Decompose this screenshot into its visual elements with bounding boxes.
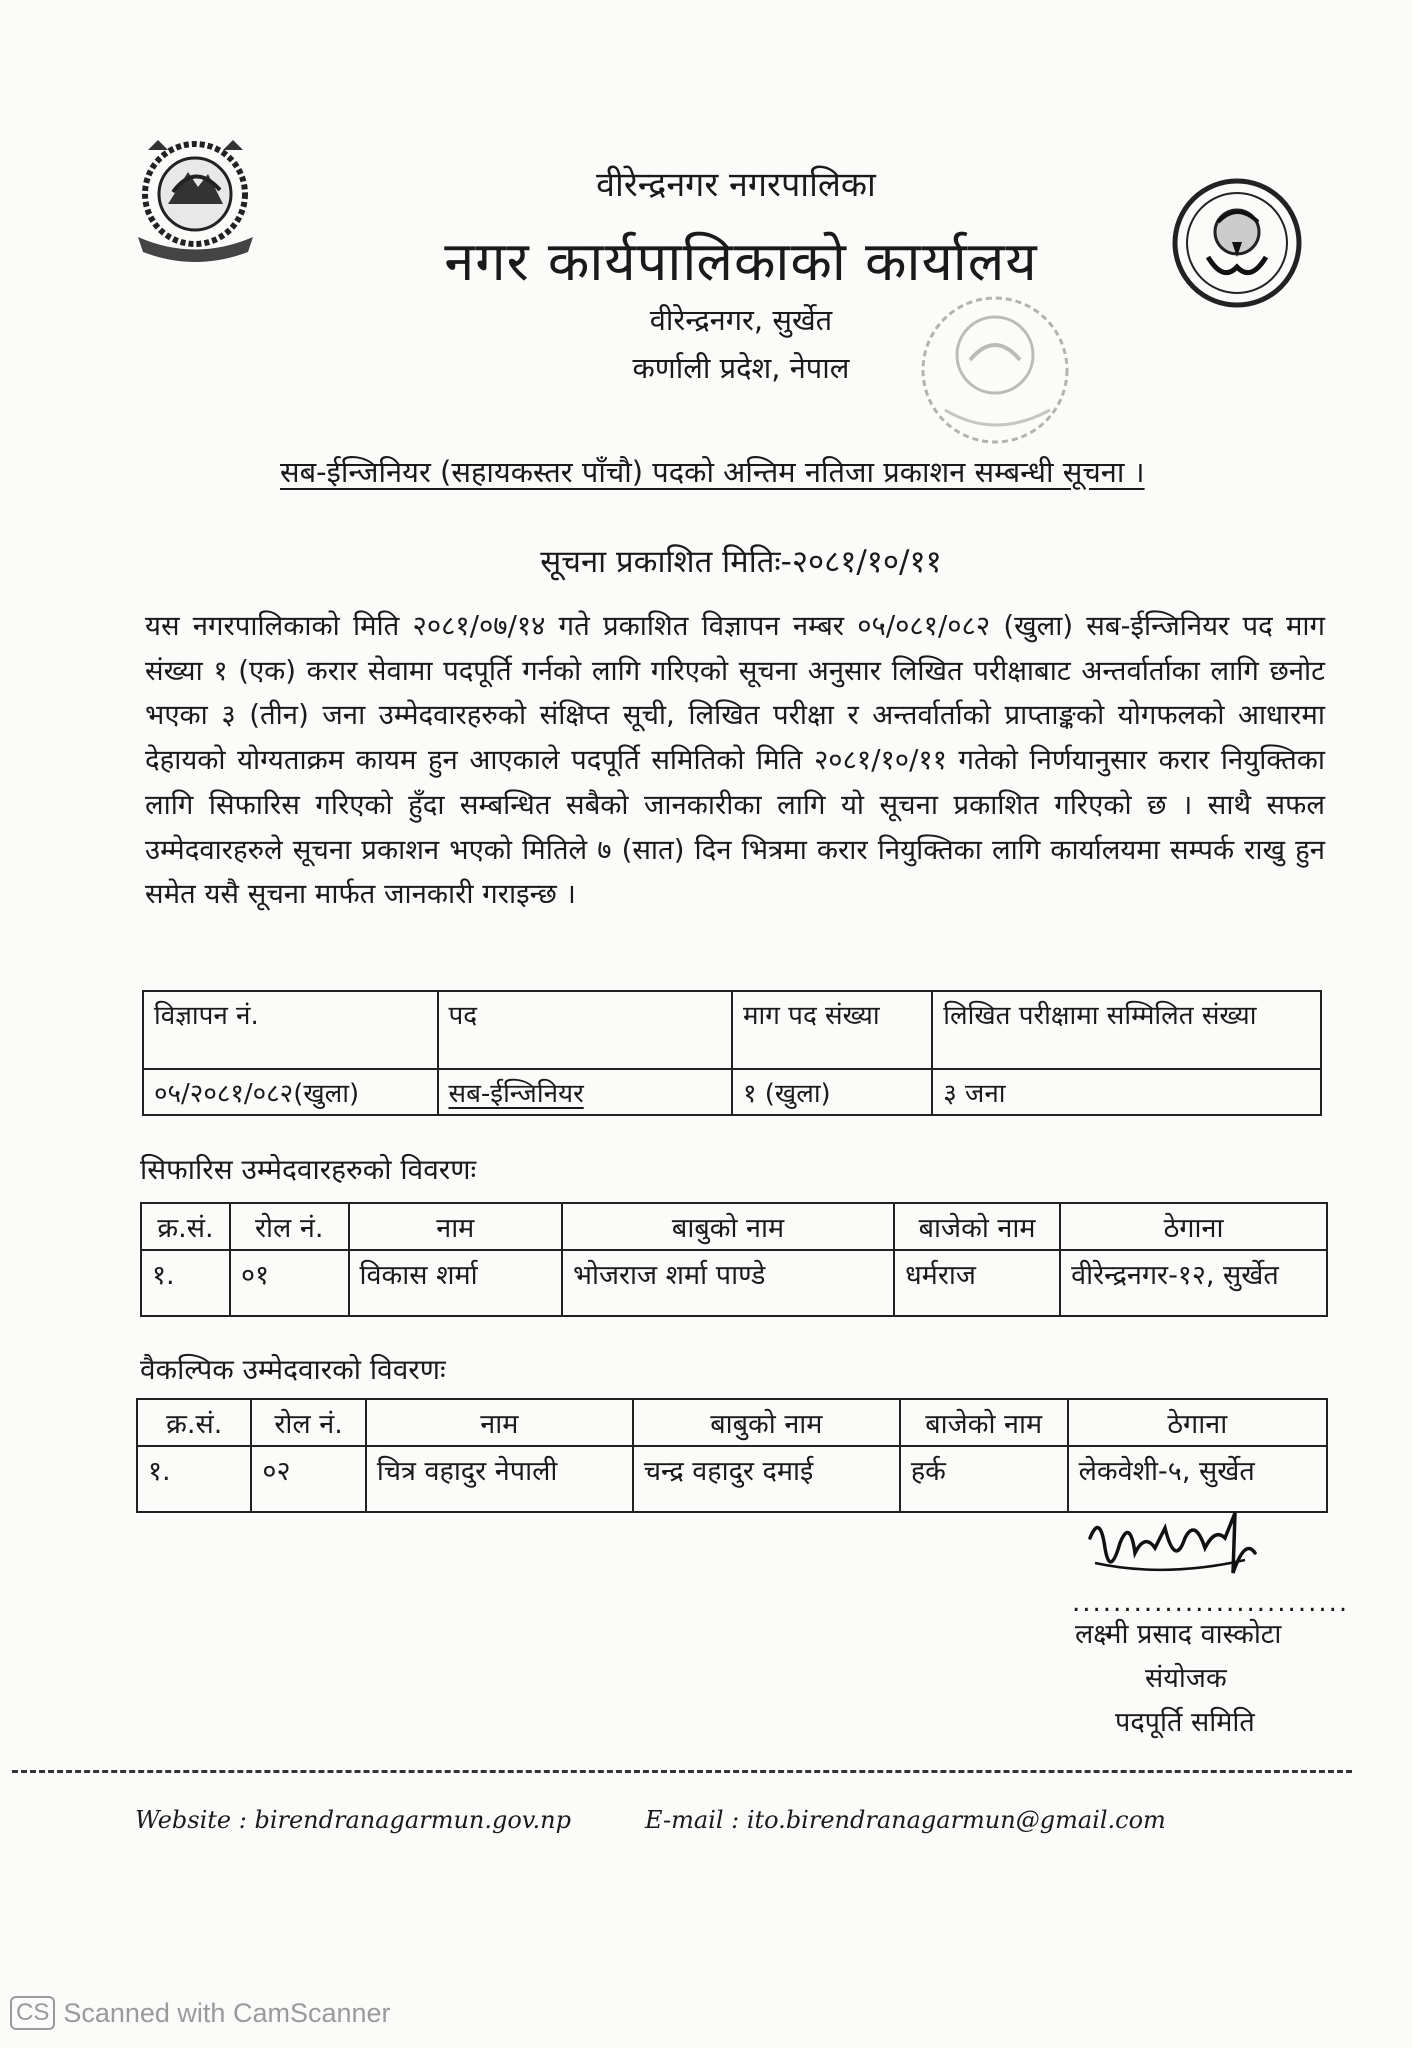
notice-body: यस नगरपालिकाको मिति २०८१/०७/१४ गते प्रकाशित विज्ञापन नम्बर ०५/०८१/०८२ (खुला) सब-ईन्जिनियर पद माग संख्या १ (एक) करार सेवामा पदपूर्ति गर्नको लागि गरिएको सूचना अनुसार लिखित परीक्षाबाट अन्तर्वार्ताका लागि छनोट भएका ३ (तीन) जना उम्मेदवारहरुको संक्षिप्त सूची, लिखित परीक्षा र अन्तर्वार्ताको प्राप्ताङ्कको योगफलको आधारमा देहायको योग्यताक्रम कायम हुन आएकाले पदपूर्ति समितिको मिति २०८१/१०/११ गतेको निर्णयानुसार करार नियुक्तिका लागि सिफारिस गरिएको हुँदा सम्बन्धित सबैको जानकारीका लागि यो सूचना प्रकाशित गरिएको छ । साथै सफल उम्मेदवारहरुले सूचना प्रकाशन भएको मितिले ७ (सात) दिन भित्रमा करार नियुक्तिका लागि कार्यालयमा सम्पर्क राखु हुन समेत यसै सूचना मार्फत जानकारी गराइन्छ । (145, 610, 1325, 911)
vacancy-table (142, 990, 1322, 1116)
cell-address: वीरेन्द्रनगर-१२, सुर्खेत (1060, 1250, 1327, 1316)
cell-name: चित्र वहादुर नेपाली (366, 1446, 633, 1512)
camscanner-icon: CS (10, 1996, 55, 2030)
alternate-section-title: वैकल्पिक उम्मेदवारको विवरणः (140, 1353, 446, 1386)
alternate-table (136, 1398, 1328, 1513)
signature-icon (1075, 1508, 1265, 1588)
address-line-2: कर्णाली प्रदेश, नेपाल (632, 351, 850, 385)
cell-demand-count: १ (खुला) (732, 1069, 932, 1115)
cell-father-name: चन्द्र वहादुर दमाई (633, 1446, 900, 1512)
header-demand-count: माग पद संख्या (732, 991, 932, 1069)
signatory-title: संयोजक (1145, 1663, 1227, 1694)
cell-serial: १. (137, 1446, 251, 1512)
recommended-section-title: सिफारिस उम्मेदवारहरुको विवरणः (140, 1153, 477, 1186)
cell-roll: ०२ (251, 1446, 365, 1512)
header-address: ठेगाना (1060, 1203, 1327, 1250)
scanner-watermark (10, 1996, 391, 2030)
header-roll: रोल नं. (230, 1203, 349, 1250)
table-row (137, 1446, 1327, 1512)
header-ad-number: विज्ञापन नं. (143, 991, 438, 1069)
notice-subject: सब-ईन्जिनियर (सहायकस्तर पाँचौ) पदको अन्तिम नतिजा प्रकाशन सम्बन्धी सूचना । (280, 455, 1145, 489)
header-post: पद (438, 991, 733, 1069)
footer-email: E-mail : ito.birendranagarmun@gmail.com (645, 1806, 1166, 1834)
header-name: नाम (349, 1203, 562, 1250)
signatory-committee: पदपूर्ति समिति (1115, 1707, 1255, 1738)
footer-divider (12, 1770, 1352, 1773)
header-father-name: बाबुको नाम (633, 1399, 900, 1446)
footer-website: Website : birendranagarmun.gov.np (135, 1806, 571, 1834)
cell-post: सब-ईन्जिनियर (448, 1079, 584, 1109)
header-grandfather-name: बाजेको नाम (900, 1399, 1068, 1446)
header-grandfather-name: बाजेको नाम (894, 1203, 1060, 1250)
cell-grandfather-name: हर्क (900, 1446, 1068, 1512)
address-line-1: वीरेन्द्रनगर, सुर्खेत (649, 303, 833, 337)
table-header-row (137, 1399, 1327, 1446)
office-name: नगर कार्यपालिकाको कार्यालय (444, 230, 1038, 293)
cell-ad-number: ०५/२०८१/०८२(खुला) (143, 1069, 438, 1115)
header-father-name: बाबुको नाम (562, 1203, 894, 1250)
cell-exam-count: ३ जना (932, 1069, 1321, 1115)
signatory-name: लक्ष्मी प्रसाद वास्कोटा (1075, 1619, 1282, 1650)
header-serial: क्र.सं. (141, 1203, 230, 1250)
table-row (143, 1069, 1321, 1115)
cell-roll: ०१ (230, 1250, 349, 1316)
header-exam-count: लिखित परीक्षामा सम्मिलित संख्या (932, 991, 1321, 1069)
signature-line: ........................... (1072, 1588, 1350, 1618)
header-name: नाम (366, 1399, 633, 1446)
header-address: ठेगाना (1068, 1399, 1327, 1446)
cell-serial: १. (141, 1250, 230, 1316)
cell-name: विकास शर्मा (349, 1250, 562, 1316)
publish-date: सूचना प्रकाशित मितिः-२०८१/१०/११ (540, 544, 942, 580)
cell-grandfather-name: धर्मराज (894, 1250, 1060, 1316)
recommended-table (140, 1202, 1328, 1317)
table-row (141, 1250, 1327, 1316)
table-header-row (143, 991, 1321, 1069)
cell-father-name: भोजराज शर्मा पाण्डे (562, 1250, 894, 1316)
header-serial: क्र.सं. (137, 1399, 251, 1446)
table-header-row (141, 1203, 1327, 1250)
header-roll: रोल नं. (251, 1399, 365, 1446)
cell-address: लेकवेशी-५, सुर्खेत (1068, 1446, 1327, 1512)
scanner-text: Scanned with CamScanner (63, 1997, 391, 2028)
municipality-name: वीरेन्द्रनगर नगरपालिका (596, 165, 876, 205)
